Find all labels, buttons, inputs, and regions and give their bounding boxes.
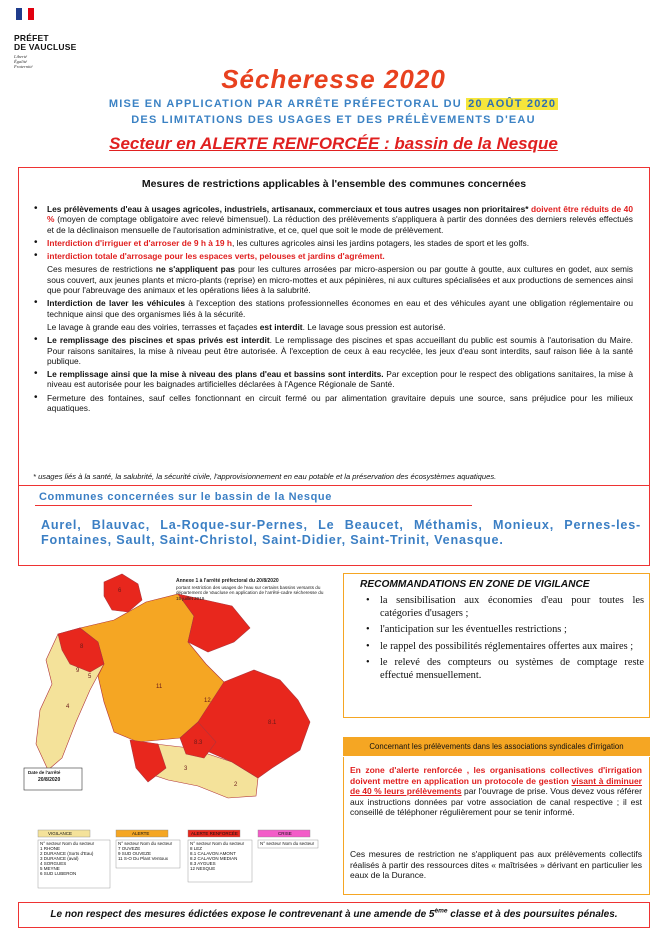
vaucluse-map xyxy=(18,572,332,890)
measure-item: • Fermeture des fontaines, sauf celles fonctionnant en circuit fermé ou par alimentation gravitaire depuis une source, sans préjudice pour les milieux aquatiques. xyxy=(33,393,633,414)
motto: Liberté Égalité Fraternité xyxy=(14,54,33,69)
legend-row: 8 LEZ xyxy=(190,846,203,851)
irrigation-paragraph-1: En zone d'alerte renforcée , les organisations collectives d'irrigation doivent mettre en application un protocole de gestion visant à diminuer de 40 % leurs prélèvements par l'ouvrage de prise. Vous devez vous référer aux instructions données par votre association de canal respective ; il est conseillé de téléphoner régulièrement pour se tenir informé. xyxy=(350,765,642,818)
legend-alerte-renforcee: ALERTE RENFORCÉE xyxy=(191,831,238,836)
legend-alerte: ALERTE xyxy=(132,831,150,836)
recommendations-box xyxy=(343,573,650,718)
map-date-value: 20/8/2020 xyxy=(38,777,61,783)
legend-row: 12 NESQUE xyxy=(190,866,216,871)
prefecture-logo xyxy=(14,8,104,68)
legend-row: 3 DURANCE (aval) xyxy=(40,856,79,861)
legend-row: 1 RHONE xyxy=(40,846,61,851)
subtitle-line2: DES LIMITATIONS DES USAGES ET DES PRÉLÈVEMENTS D'EAU xyxy=(131,114,536,126)
legend-row: 4 SORGUES xyxy=(40,861,67,866)
communes-heading: Communes concernées sur le bassin de la Nesque xyxy=(39,491,332,503)
map-label: 12 xyxy=(204,698,211,704)
legend-row: 11 S-O Du Plant Ventoux xyxy=(118,856,168,861)
legend-row: 2 DURANCE (Sorts d'Eau) xyxy=(40,851,94,856)
footnote: * usages liés à la santé, la salubrité, la sécurité civile, l'approvisionnement en eau potable et la préservation des écosystèmes aquatiques. xyxy=(33,472,497,481)
legend-row: 8.1 CALAVON AMONT xyxy=(190,851,236,856)
recommendation-item: • le relevé des compteurs ou systèmes de comptage reste effectué mensuellement. xyxy=(366,657,644,682)
communes-list: Aurel, Blauvac, La-Roque-sur-Pernes, Le Beaucet, Méthamis, Monieux, Pernes-les-Fontaines, Sault, Saint-Christol, Saint-Didier, Saint-Trinit, Venasque. xyxy=(41,518,641,547)
legend-vigilance: VIGILANCE xyxy=(48,831,73,836)
map-label: 8.3 xyxy=(194,740,203,746)
measures-heading: Mesures de restrictions applicables à l'ensemble des communes concernées xyxy=(141,178,527,190)
communes-box xyxy=(18,486,650,566)
irrigation-box xyxy=(343,757,650,895)
legend-crise: CRISE xyxy=(278,831,292,836)
map-label: 9 xyxy=(76,668,80,674)
recommendation-item: • l'anticipation sur les éventuelles restrictions ; xyxy=(366,624,644,637)
measures-box xyxy=(18,167,650,486)
penalty-warning: Le non respect des mesures édictées expose le contrevenant à une amende de 5ème classe et à des poursuites pénales. xyxy=(18,902,650,928)
legend-row: 9 SUD OUVEZE xyxy=(118,851,152,856)
map-label: 11 xyxy=(156,684,163,690)
measure-item: • Interdiction de laver les véhicules à l'exception des stations professionnelles économes en eau et des véhicules ayant une obligation réglementaire ou technique ainsi que des organismes liés à la sécurité. xyxy=(33,298,633,319)
map-zone-renforcee xyxy=(104,574,142,612)
measure-item: • Le remplissage ainsi que la mise à niveau des plans d'eau et bassins sont interdits. Par exception pour le respect des obligations sanitaires, la mise à niveau est autorisée pour les baignades artificielles déclarées à l'Agence Régionale de Santé. xyxy=(33,369,633,390)
map-label: 2 xyxy=(234,782,238,788)
legend-vigilance-rows xyxy=(40,841,108,876)
irrigation-paragraph-2: Ces mesures de restriction ne s'appliquent pas aux prélèvements collectifs réalisés à partir des ressources dites « maîtrisées » dérivant en particulier les eaux de la Durance. xyxy=(350,849,642,881)
measure-item: • interdiction totale d'arrosage pour les espaces verts, pelouses et jardins d'agrément. xyxy=(33,251,633,261)
recommendations-list xyxy=(366,595,644,687)
measure-item: • Le remplissage des piscines et spas privés est interdit. Le remplissage des piscines et spas accueillant du public est soumis à l'autorisation du Maire. Pour raisons sanitaires, la mise à niveau peut être autorisée. À l'exception de ceux à eau recyclée, les jeux d'eau sont interdits, sauf raison liée à la santé publique. xyxy=(33,335,633,366)
legend-renforcee-rows xyxy=(190,841,250,871)
subtitle-line1: MISE EN APPLICATION PAR ARRÊTE PRÉFECTORAL DU 20 AOÛT 2020 xyxy=(108,98,557,110)
irrigation-heading: Concernant les prélèvements dans les associations syndicales d'irrigation xyxy=(343,737,650,756)
measure-note: Ces mesures de restrictions ne s'appliquent pas pour les cultures arrosées par micro-aspersion ou par goutte à goutte, aux cultures en godet, aux semis sous couvert, aux jeunes plants et micro-plants (reprise) en micro-mottes et aux pépinières, ni aux cultures spécialisées et aux productions de semences ainsi que pour l'abreuvage des animaux et les opérations liées à la salubrité. xyxy=(47,264,633,296)
legend-column-head: N° secteur Nom du secteur xyxy=(40,841,95,846)
legend-row: 7 OUVEZE xyxy=(118,846,141,851)
map-label: 6 xyxy=(118,588,122,594)
prefect-name: PRÉFET DE VAUCLUSE xyxy=(14,33,77,52)
map-annexe-caption: Annexe 1 à l'arrêté préfectoral du 20/8/2020 portant restriction des usages de l'eau sur certains bassins versants du département de Vaucluse en application de l'arrêté-cadre sécheresse du 15 juillet 2019 xyxy=(176,578,324,601)
map-label: 8 xyxy=(80,644,84,650)
measure-item: • Les prélèvements d'eau à usages agricoles, industriels, artisanaux, commerciaux et tous autres usages non prioritaires* doivent être réduits de 40 % (moyen de comptage obligatoire avec relevé bimensuel). La réduction des prélèvements s'appliquera à partir des données des derniers relevés effectués et de la déclinaison mensuelle de l'autorisation administrative, et ce, quel que soit le mode de prélèvement. xyxy=(33,204,633,235)
measures-list xyxy=(33,204,633,416)
legend-crise-head: N° secteur Nom du secteur xyxy=(260,841,315,846)
sector-heading: Secteur en ALERTE RENFORCÉE : bassin de la Nesque xyxy=(109,134,558,153)
map-label: 4 xyxy=(66,704,70,710)
marianne-flag-icon xyxy=(16,8,34,20)
map-label: 8.1 xyxy=(268,720,277,726)
decree-date: 20 AOÛT 2020 xyxy=(468,98,557,110)
measure-item: • Interdiction d'irriguer et d'arroser de 9 h à 19 h, les cultures agricoles ainsi les jardins potagers, les stades de sport et les golfs. xyxy=(33,238,633,248)
recommendations-heading: RECOMMANDATIONS EN ZONE DE VIGILANCE xyxy=(360,579,590,590)
measure-note: Le lavage à grande eau des voiries, terrasses et façades est interdit. Le lavage sous pression est autorisé. xyxy=(47,321,446,332)
map-label: 3 xyxy=(184,766,188,772)
legend-row: 8.2 CALAVON MEDIAN xyxy=(190,856,238,861)
map-date-label: Date de l'arrêté xyxy=(28,770,61,775)
page-title: Sécheresse 2020 xyxy=(221,64,446,94)
recommendation-item: • le rappel des possibilités réglementaires offertes aux maires ; xyxy=(366,641,644,654)
legend-row: 5 MEYNE xyxy=(40,866,60,871)
recommendation-item: • la sensibilisation aux économies d'eau pour toutes les catégories d'usagers ; xyxy=(366,595,644,620)
map-label: 5 xyxy=(88,674,92,680)
legend-column-head: N° secteur Nom du secteur xyxy=(118,841,173,846)
legend-row: 6 SUD LUBERON xyxy=(40,871,77,876)
legend-row: 8.3 AYGUES xyxy=(190,861,216,866)
legend-alerte-rows xyxy=(118,841,178,861)
legend-column-head: N° secteur Nom du secteur xyxy=(190,841,245,846)
